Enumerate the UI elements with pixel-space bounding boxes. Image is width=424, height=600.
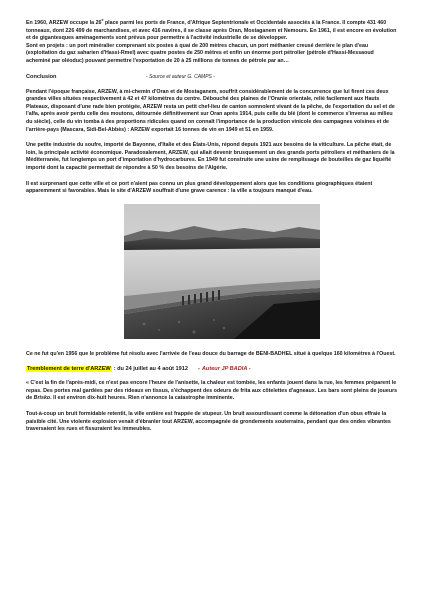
conclusion-title: Conclusion	[26, 73, 57, 80]
conclusion-source: - Source et auteur G. CAMPS -	[146, 73, 215, 80]
dam-photo	[124, 204, 320, 339]
paragraph-text: . Il est environ dix-huit heures. Rien n'annonce la catastrophe imminente.	[50, 395, 235, 402]
earthquake-author	[198, 366, 253, 372]
paragraph-water-solution: Ce ne fut qu'en 1956 que le problème fut résolu avec l'arrivée de l'eau douce du barrage de BENI-BADHEL situé à quelque 160 kilomètres à l'Ouest.	[26, 350, 396, 357]
author-dash: -	[198, 366, 200, 373]
earthquake-date: : du 24 juillet au 4 août 1912	[113, 366, 188, 373]
author-name: Auteur JP BADIA	[201, 366, 248, 373]
paragraph-text-projects: Sont en projets : un port minéralier comprenant six postes à quai de 200 mètres chacun, un port méthanier creusé derrière le plan d'eau (exploitation du gaz saharien d'Hassi-Rmel) avec quatre postes de 250 mètres et enfin un énorme port pétrolier (pétrole d'Hassi-Messaoud acheminé par oléoduc) pouvant permettre l'exportation de 20 à 25 millions de tonnes de pétrole par an…	[26, 42, 374, 64]
earthquake-title: Tremblement de terre d'ARZEW	[27, 366, 111, 373]
paragraph-text: « C'est la fin de l'après-midi, ce n'est pas encore l'heure de l'anisette, la chaleur est tombée, les enfants jouent dans la rue, les femmes préparent le repas. Des portes mal gardées par des rideaux en tissus, s'échappent des odeurs de frita aux côtelettes d'agneaux. Les bars sont pleins de joueurs de	[26, 380, 398, 402]
paragraph-port-ranking	[26, 20, 398, 66]
author-dash-end: -	[247, 366, 251, 373]
earthquake-heading	[26, 366, 398, 372]
paragraph-text: place parmi les ports de France, d'Afrique Septentrionale et Occidentale associés à la France. Il compte 431 460 tonneaux, dont 226 499 de marchandises, et avec 416 navires, il se classe après Oran, Mostaganem et Nemours. En 1961, il est encore en évolution et de gigantesques aménagements sont prévus pour permettre à l'activité industrielle de se développer.	[26, 20, 397, 42]
paragraph-text: En 1960, ARZEW occupe la 26	[26, 20, 102, 26]
paragraph-explosion: Tout-à-coup un bruit formidable retentit, la ville entière est frappée de stupeur. Un bruit assourdissant comme la détonation d'un obus effraie la paisible cité. Une violente explosion venait d'ébranler tout ARZEW, accompagnée de grondements souterrains, pendant que des ondes vibrantes traversaient les rues et fissuraient les immeubles.	[26, 411, 391, 433]
paragraph-industry: Une petite industrie du soufre, importé de Bayonne, d'Italie et des États-Unis, répond depuis 1921 aux besoins de la viticulture. La pêche était, de loin, la principale activité économique. Paradoxalement, ARZEW, qui allait devenir brusquement un des grands ports pétroliers et méthaniers de la Méditerranée, fut longtemps un port d'importation d'hydrocarbures. En 1949 fut construite une usine de remplissage de bouteilles de gaz liquéfié importé dont la capacité permettait de répondre à 50 % des besoins de l'Algérie.	[26, 142, 395, 171]
italic-word: Brisko	[33, 395, 51, 402]
paragraph-water-shortage: Il est surprenant que cette ville et ce port n'aient pas connu un plus grand développement alors que les conditions géographiques étaient apparemment si favorables. Mais le site d'ARZEW souffrait d'une grave carence : la ville a toujours manqué d'eau.	[26, 180, 373, 195]
paragraph-french-era: Pendant l'époque française, ARZEW, à mi-chemin d'Oran et de Mostaganem, souffrit considérablement de la concurrence que lui firent ces deux grandes villes situées respectivement à 42 et 47 kilomètres du centre. Débouché des plaines de l'Oranie orientale, relié facilement aux Hauts Plateaux, disposant d'une rade bien protégée, ARZEW resta un petit chef-lieu de canton somnolent vivant de la pêche, de l'exportation du sel et de l'alfa, après avoir perdu celle des moutons, détournée définitivement sur Oran après 1914, puis celle du blé (dont le commerce s'inversa au milieu du siècle), celle du vin tomba à des proportions ridicules quand on connaît l'importance de la production vinicole des campagnes voisines et de l'arrière-pays (Mascara, Sidi-Bel-Abbès) : ARZEW exportait 16 tonnes de vin en 1949 et 51 en 1959.	[26, 88, 395, 133]
paragraph-afternoon	[26, 380, 398, 403]
superscript: e	[101, 18, 104, 23]
document-page	[26, 20, 398, 442]
conclusion-heading	[26, 74, 398, 80]
